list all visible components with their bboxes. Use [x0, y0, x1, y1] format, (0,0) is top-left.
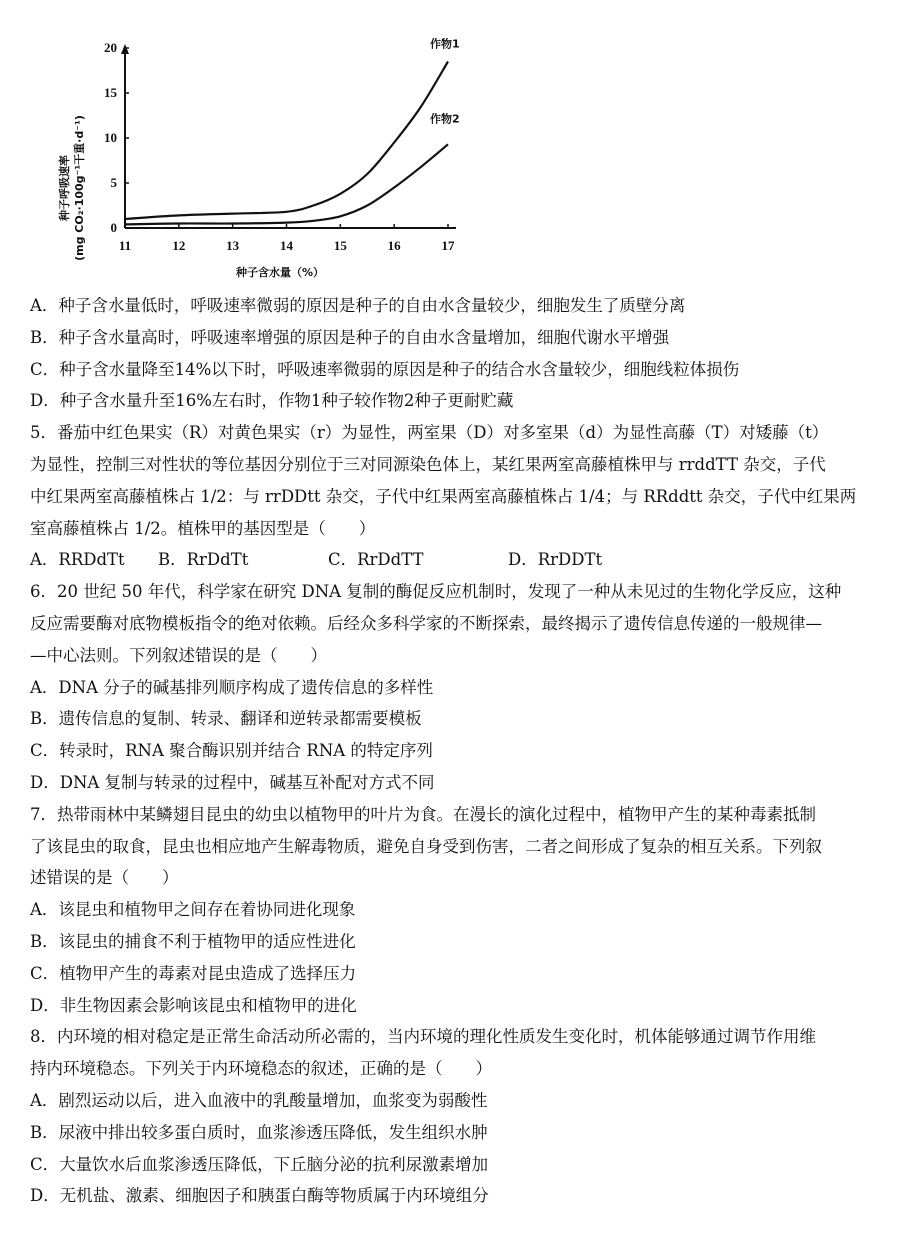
- q7-stem-line: 7．热带雨林中某鳞翅目昆虫的幼虫以植物甲的叶片为食。在漫长的演化过程中，植物甲产生的某种毒素抵制: [30, 804, 816, 824]
- y-axis-label-line1: 种子呼吸速率: [58, 155, 71, 221]
- chart-ticks: [104, 40, 455, 253]
- x-tick-label: 13: [226, 238, 240, 253]
- q5-stem-line: 5．番茄中红色果实（R）对黄色果实（r）为显性，两室果（D）对多室果（d）为显性高藤（T）对矮藤（t）: [30, 423, 829, 443]
- chart-axes: [121, 44, 456, 228]
- y-tick-label: 20: [104, 40, 117, 55]
- q7-option-d: D．非生物因素会影响该昆虫和植物甲的进化: [30, 995, 357, 1015]
- q6-options: [30, 672, 878, 799]
- x-tick-label: 12: [172, 238, 186, 253]
- q4-option-d: D．种子含水量升至16%左右时，作物1种子较作物2种子更耐贮藏: [30, 391, 514, 411]
- q5-options: [30, 544, 878, 576]
- respiration-rate-chart: [40, 38, 480, 283]
- q6-stem: [30, 576, 878, 671]
- q8-stem: [30, 1021, 878, 1085]
- q5-stem: [30, 417, 878, 544]
- q6-option-d: D．DNA 复制与转录的过程中，碱基互补配对方式不同: [30, 772, 435, 792]
- y-tick-label: 0: [110, 220, 117, 235]
- q6-option-b: B．遗传信息的复制、转录、翻译和逆转录都需要模板: [30, 709, 422, 729]
- q4-option-a: A．种子含水量低时，呼吸速率微弱的原因是种子的自由水含量较少，细胞发生了质壁分离: [30, 296, 686, 315]
- q7-option-b: B．该昆虫的捕食不利于植物甲的适应性进化: [30, 931, 356, 951]
- x-tick-label: 16: [387, 238, 401, 253]
- q5-option-b: B．RrDdTt: [158, 550, 249, 570]
- q6-stem-line: —中心法则。下列叙述错误的是（ ）: [30, 645, 327, 665]
- series-label-2: 作物2: [430, 112, 460, 126]
- q5-stem-line: 室高藤植株占 1/2。植株甲的基因型是（ ）: [30, 518, 376, 538]
- x-axis-label: 种子含水量（%）: [235, 266, 325, 279]
- y-tick-label: 5: [110, 175, 117, 190]
- q7-options: [30, 894, 878, 1021]
- y-axis-arrow: [121, 44, 129, 54]
- q5-option-c: C．RrDdTT: [328, 550, 424, 570]
- q5-stem-line: 为显性，控制三对性状的等位基因分别位于三对同源染色体上，某红果两室高藤植株甲与 rrddTT 杂交，子代: [30, 454, 826, 474]
- question-text-area: [30, 290, 878, 1212]
- y-axis-label-line2: (mg CO₂·100g⁻¹干重·d⁻¹): [73, 115, 86, 261]
- q4-option-c: C．种子含水量降至14%以下时，呼吸速率微弱的原因是种子的结合水含量较少，细胞线粒体损伤: [30, 359, 740, 379]
- q8-option-b: B．尿液中排出较多蛋白质时，血浆渗透压降低，发生组织水肿: [30, 1122, 488, 1142]
- q7-stem-line: 了该昆虫的取食，昆虫也相应地产生解毒物质，避免自身受到伤害，二者之间形成了复杂的相互关系。下列叙: [30, 836, 822, 856]
- chart-svg: [40, 38, 480, 283]
- q8-options: [30, 1085, 878, 1212]
- x-tick-label: 15: [333, 238, 347, 253]
- q6-stem-line: 6．20 世纪 50 年代，科学家在研究 DNA 复制的酶促反应机制时，发现了一种从未见过的生物化学反应，这种: [30, 582, 842, 602]
- y-tick-label: 10: [104, 130, 117, 145]
- q4-options: [30, 290, 878, 417]
- q7-option-a: A．该昆虫和植物甲之间存在着协同进化现象: [30, 900, 356, 920]
- q8-stem-line: 持内环境稳态。下列关于内环境稳态的叙述，正确的是（ ）: [30, 1059, 492, 1079]
- q6-option-a: A．DNA 分子的碱基排列顺序构成了遗传信息的多样性: [30, 677, 434, 697]
- q7-stem-line: 述错误的是（ ）: [30, 868, 179, 888]
- q8-option-a: A．剧烈运动以后，进入血液中的乳酸量增加，血浆变为弱酸性: [30, 1090, 488, 1110]
- x-tick-label: 11: [118, 238, 132, 253]
- chart-series: [125, 38, 460, 224]
- y-tick-label: 15: [104, 85, 117, 100]
- q7-stem: [30, 799, 878, 894]
- q4-option-b: B．种子含水量高时，呼吸速率增强的原因是种子的自由水含量增加，细胞代谢水平增强: [30, 327, 670, 347]
- q7-option-c: C．植物甲产生的毒素对昆虫造成了选择压力: [30, 963, 357, 983]
- q5-option-a: A．RRDdTt: [30, 550, 125, 570]
- q5-stem-line: 中红果两室高藤植株占 1/2：与 rrDDtt 杂交，子代中红果两室高藤植株占 1/4；与 RRddtt 杂交，子代中红果两: [30, 486, 857, 506]
- q6-option-c: C．转录时，RNA 聚合酶识别并结合 RNA 的特定序列: [30, 741, 433, 761]
- series-label-1: 作物1: [430, 38, 460, 51]
- q8-stem-line: 8．内环境的相对稳定是正常生命活动所必需的，当内环境的理化性质发生变化时，机体能够通过调节作用维: [30, 1027, 816, 1047]
- x-tick-label: 17: [441, 238, 455, 253]
- q8-option-d: D．无机盐、激素、细胞因子和胰蛋白酶等物质属于内环境组分: [30, 1186, 489, 1206]
- q5-option-d: D．RrDDTt: [508, 550, 603, 570]
- series-line-1: [125, 62, 448, 220]
- x-tick-label: 14: [280, 238, 293, 253]
- q8-option-c: C．大量饮水后血浆渗透压降低，下丘脑分泌的抗利尿激素增加: [30, 1154, 489, 1174]
- q6-stem-line: 反应需要酶对底物模板指令的绝对依赖。后经众多科学家的不断探索，最终揭示了遗传信息传递的一般规律—: [30, 613, 822, 633]
